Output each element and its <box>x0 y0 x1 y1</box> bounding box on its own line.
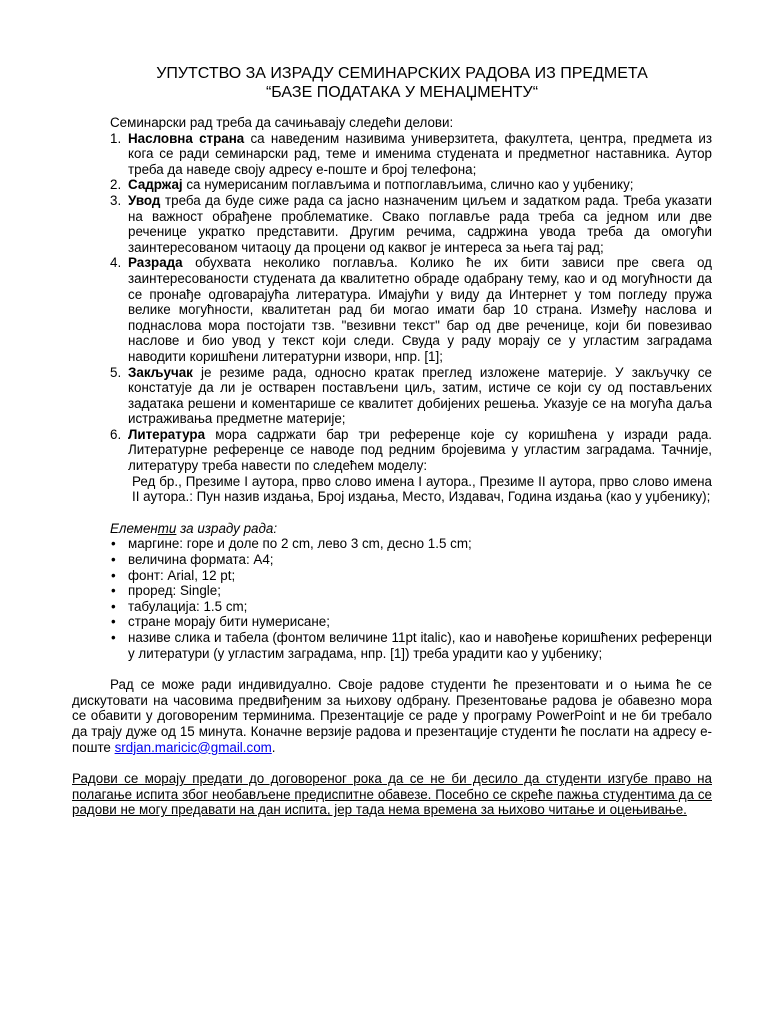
part-number: 3. <box>110 192 122 208</box>
part-heading: Разрада <box>128 255 183 271</box>
part-item <box>110 255 712 364</box>
parts-list <box>110 131 712 505</box>
part-item <box>110 365 712 427</box>
elements-list <box>110 536 712 661</box>
document-title <box>72 64 712 102</box>
intro-text: Семинарски рад треба да сачињавају следећи делови: <box>110 115 454 130</box>
part-number: 4. <box>110 255 122 271</box>
bullet-icon: • <box>111 630 116 645</box>
part-heading: Закључак <box>128 364 193 380</box>
element-text: стране морају бити нумерисане; <box>128 614 330 630</box>
part-item <box>110 131 712 178</box>
element-item <box>110 614 712 630</box>
part-text: обухвата неколико поглавља. Колико ће их бити зависи пре свега од заинтересованости студената да квалитетно обраде одабрану тему, као и од могућности да се пронађе одговарајућа литература. Имајући у виду да Интернет у том погледу пружа велике могућности, квалитетан рад би могао имати бар 10 страна. Између наслова и поднаслова мора постојати тзв. "везивни текст" бар од две реченице, који би повезивао наслове и био увод у текст који следи. Свуда у раду морају се у угластим заградама наводити коришћени литературни извори, нпр. [1]; <box>128 255 712 364</box>
bullet-icon: • <box>111 567 116 583</box>
deadline-notice: Радови се морају предати до договореног рока да се не би десило да студенти изгубе право на полагање испита због необављене предиспитне обавезе. Посебно се скреће пажња студентима да се радови не могу предавати на дан испита, јер тада нема времена за њихово читање и оцењивање. <box>72 771 712 818</box>
part-text: треба да буде сиже рада са јасно назначеним циљем и задатком рада. Треба указати на важност обрађене проблематике. Свако поглавље рада треба са једном или две реченице укратко представити. Другим речима, садржина увода треба да омогући заинтересованом читаоцу да процени од каквог је интереса за њега тај рад; <box>128 192 712 255</box>
bullet-icon: • <box>111 583 116 599</box>
bullet-icon: • <box>111 552 116 568</box>
element-item <box>110 599 712 615</box>
part-text: са нумерисаним поглављима и потпоглављима, слично као у уџбенику; <box>182 177 634 193</box>
element-text: величина формата: A4; <box>128 552 274 568</box>
element-text: фонт: Arial, 12 pt; <box>128 567 236 583</box>
element-item <box>110 536 712 552</box>
bullet-icon: • <box>111 598 116 614</box>
part-heading: Насловна страна <box>128 130 245 146</box>
part-text: са наведеним називима универзитета, факултета, центра, предмета из кога се ради семинарски рад, теме и именима студената и предметног наставника. Аутор треба да наведе своју адресу е-поште и број телефона; <box>128 130 712 177</box>
elements-heading-underlined: ти <box>157 520 177 536</box>
element-item <box>110 630 712 661</box>
presentation-paragraph <box>72 677 712 755</box>
element-item <box>110 552 712 568</box>
bullet-icon: • <box>111 536 116 552</box>
title-line-2: “БАЗЕ ПОДАТАКА У МЕНАЏМЕНТУ“ <box>265 84 539 101</box>
bullet-icon: • <box>111 614 116 630</box>
part-number: 5. <box>110 364 122 380</box>
part-heading: Литература <box>128 426 206 442</box>
email-link[interactable]: srdjan.maricic@gmail.com <box>114 739 272 755</box>
part-item <box>110 177 712 193</box>
element-text: проред: Single; <box>128 583 221 599</box>
part-item <box>110 193 712 255</box>
reference-model: Ред бр., Презиме I аутора, прво слово имена I аутора., Презиме II аутора, прво слово имена II аутора.: Пун назив издања, Број издања, Место, Издавач, Година издања (као у уџбенику); <box>132 473 712 505</box>
part-number: 1. <box>110 130 122 146</box>
part-item <box>110 427 712 505</box>
part-text: мора садржати бар три референце које су коришћена у изради рада. Литературне референце се наводе под редним бројевима у угластим заградама. Тачније, литературу треба навести по следећем моделу: <box>128 426 712 474</box>
element-text: табулација: 1.5 cm; <box>128 598 248 614</box>
elements-heading <box>110 521 712 537</box>
element-item <box>110 583 712 599</box>
element-item <box>110 568 712 584</box>
elements-heading-post: за израду рада: <box>176 520 278 536</box>
paragraph-end: . <box>271 739 276 755</box>
element-text: називе слика и табела (фонтом величине 11pt italic), као и навођење коришћених референци у литератури (у угластим заградама, нпр. [1]) треба урадити као у уџбенику; <box>128 630 712 661</box>
paragraph-text: Рад се може ради индивидуално. Своје радове студенти ће презентовати и о њима ће се дискутовати на часовима предвиђеним за њихову одбрану. Презентовање радова је обавезно мора се обавити у договореним терминима. Презентације се раде у програму PowerPoint и не би требало да трају дуже од 15 минута. Коначне верзије радова и презентације студенти ће послати на адресу е-поште <box>72 677 712 755</box>
title-line-1: УПУТСТВО ЗА ИЗРАДУ СЕМИНАРСКИХ РАДОВА ИЗ ПРЕДМЕТА <box>156 65 648 82</box>
part-text: је резиме рада, односно кратак преглед изложене материје. У закључку се констатује да ли је остварен постављени циљ, затим, истиче се који су од постављених задатака решени и коментарише се квалитет добијених решења. Указује се на могућа даља истраживања предметне материје; <box>128 364 712 427</box>
part-heading: Увод <box>128 192 161 208</box>
part-number: 6. <box>110 426 122 442</box>
part-heading: Садржај <box>128 177 183 193</box>
part-number: 2. <box>110 177 122 193</box>
element-text: маргине: горе и доле по 2 cm, лево 3 cm, десно 1.5 cm; <box>128 536 472 552</box>
elements-heading-pre: Елемен <box>110 520 158 536</box>
